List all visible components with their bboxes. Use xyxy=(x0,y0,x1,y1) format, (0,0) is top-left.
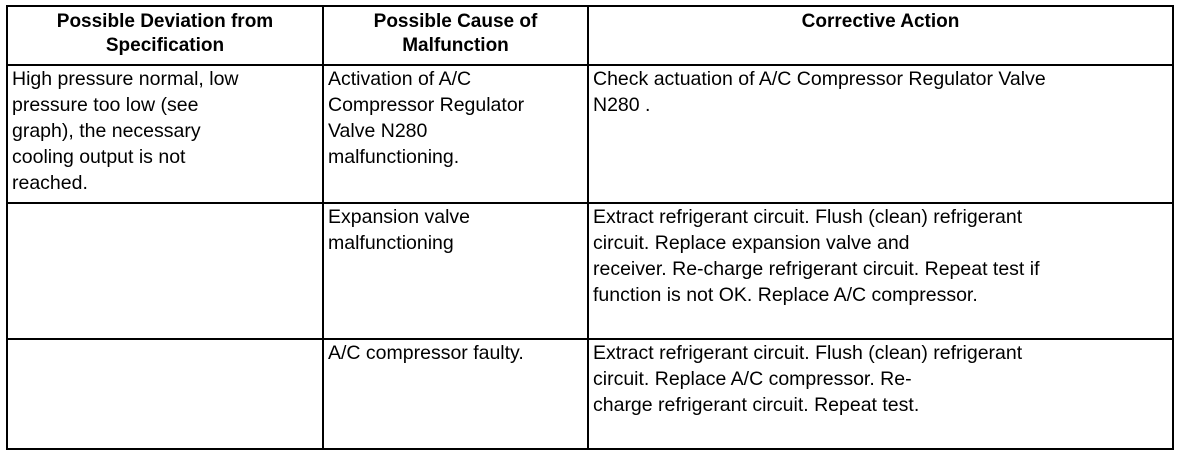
header-row xyxy=(7,6,1173,65)
cause-cell: Expansion valve malfunctioning xyxy=(323,203,588,339)
header-action: Corrective Action xyxy=(588,6,1173,65)
deviation-cell xyxy=(7,203,323,339)
deviation-cell: High pressure normal, low pressure too low (see graph), the necessary cooling output is not reached. xyxy=(7,65,323,203)
cause-cell: A/C compressor faulty. xyxy=(323,339,588,449)
table-row xyxy=(7,203,1173,339)
header-cause: Possible Cause of Malfunction xyxy=(323,6,588,65)
action-cell: Extract refrigerant circuit. Flush (clean) refrigerant circuit. Replace expansion valve and receiver. Re-charge refrigerant circuit. Repeat test if function is not OK. Replace A/C compressor. xyxy=(588,203,1173,339)
table-row xyxy=(7,339,1173,449)
header-deviation: Possible Deviation from Specification xyxy=(7,6,323,65)
action-cell: Extract refrigerant circuit. Flush (clean) refrigerant circuit. Replace A/C compressor. Re- charge refrigerant circuit. Repeat test. xyxy=(588,339,1173,449)
deviation-cell xyxy=(7,339,323,449)
table-row xyxy=(7,65,1173,203)
diagnosis-table xyxy=(6,5,1174,450)
cause-cell: Activation of A/C Compressor Regulator Valve N280 malfunctioning. xyxy=(323,65,588,203)
action-cell: Check actuation of A/C Compressor Regulator Valve N280 . xyxy=(588,65,1173,203)
